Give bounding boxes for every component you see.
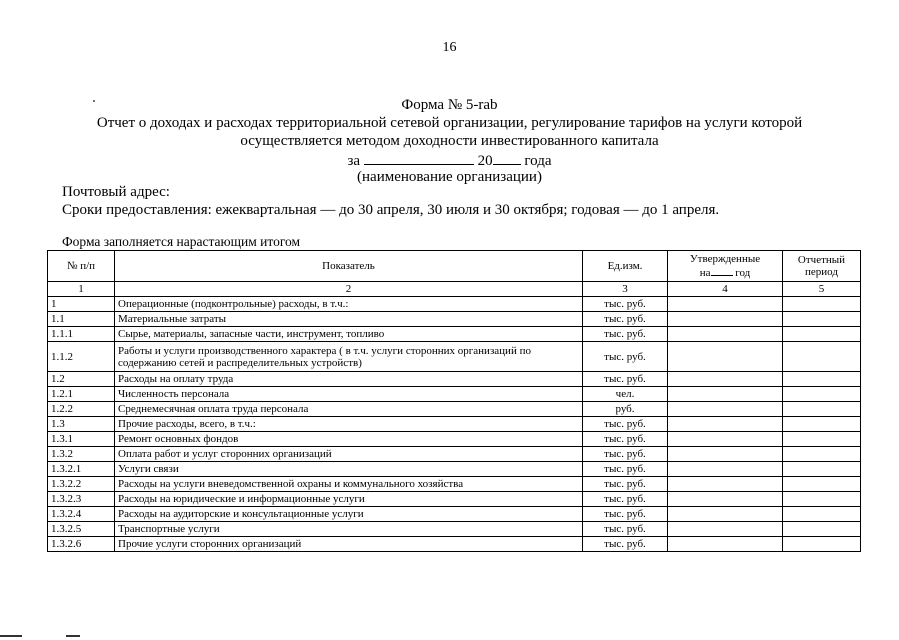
row-approved-value[interactable] (668, 297, 783, 312)
row-unit: тыс. руб. (583, 312, 668, 327)
row-reporting-value[interactable] (783, 342, 861, 372)
row-approved-value[interactable] (668, 312, 783, 327)
row-number: 1.3.2.4 (48, 507, 115, 522)
postal-address-label: Почтовый адрес: (62, 184, 170, 200)
row-reporting-value[interactable] (783, 402, 861, 417)
row-unit: тыс. руб. (583, 462, 668, 477)
row-indicator: Работы и услуги производственного характера ( в т.ч. услуги сторонних организаций по содержанию сетей и распределительных устройств) (115, 342, 583, 372)
row-number: 1.1.1 (48, 327, 115, 342)
scan-edge-mark (66, 635, 80, 637)
table-row (48, 477, 861, 492)
table-row (48, 387, 861, 402)
row-unit: тыс. руб. (583, 327, 668, 342)
row-indicator: Операционные (подконтрольные) расходы, в т.ч.: (115, 297, 583, 312)
row-unit: тыс. руб. (583, 297, 668, 312)
row-indicator: Оплата работ и услуг сторонних организаций (115, 447, 583, 462)
row-number: 1.3.2.6 (48, 537, 115, 552)
row-reporting-value[interactable] (783, 537, 861, 552)
row-indicator: Ремонт основных фондов (115, 432, 583, 447)
column-number: 1 (48, 282, 115, 297)
header-reporting-line1: Отчетный (797, 254, 846, 266)
table-row (48, 522, 861, 537)
table-row (48, 507, 861, 522)
header-reporting (783, 251, 861, 282)
row-unit: тыс. руб. (583, 507, 668, 522)
row-reporting-value[interactable] (783, 372, 861, 387)
period-year-blank (493, 150, 521, 165)
row-approved-value[interactable] (668, 507, 783, 522)
row-reporting-value[interactable] (783, 447, 861, 462)
row-unit: чел. (583, 387, 668, 402)
report-table (47, 250, 861, 552)
row-indicator: Расходы на аудиторские и консультационные услуги (115, 507, 583, 522)
row-reporting-value[interactable] (783, 432, 861, 447)
row-unit: тыс. руб. (583, 447, 668, 462)
row-approved-value[interactable] (668, 462, 783, 477)
row-indicator: Услуги связи (115, 462, 583, 477)
row-approved-value[interactable] (668, 492, 783, 507)
row-indicator: Материальные затраты (115, 312, 583, 327)
table-row (48, 327, 861, 342)
header-unit: Ед.изм. (583, 251, 668, 282)
row-indicator: Прочие услуги сторонних организаций (115, 537, 583, 552)
row-approved-value[interactable] (668, 522, 783, 537)
header-approved (668, 251, 783, 282)
row-approved-value[interactable] (668, 537, 783, 552)
row-approved-value[interactable] (668, 402, 783, 417)
row-number: 1.3.2.3 (48, 492, 115, 507)
row-reporting-value[interactable] (783, 312, 861, 327)
header-reporting-line2: период (805, 266, 838, 278)
org-name-caption: (наименование организации) (357, 169, 542, 185)
column-number: 4 (668, 282, 783, 297)
table-row (48, 417, 861, 432)
row-unit: тыс. руб. (583, 477, 668, 492)
row-reporting-value[interactable] (783, 477, 861, 492)
row-unit: руб. (583, 402, 668, 417)
table-row (48, 372, 861, 387)
header-approved-prefix: на (699, 267, 711, 279)
row-unit: тыс. руб. (583, 372, 668, 387)
row-reporting-value[interactable] (783, 507, 861, 522)
row-number: 1.2.1 (48, 387, 115, 402)
row-reporting-value[interactable] (783, 462, 861, 477)
header-approved-suffix: год (735, 267, 751, 279)
row-approved-value[interactable] (668, 432, 783, 447)
row-unit: тыс. руб. (583, 342, 668, 372)
table-row (48, 297, 861, 312)
row-number: 1.3.2.2 (48, 477, 115, 492)
table-row (48, 432, 861, 447)
column-number: 5 (783, 282, 861, 297)
row-approved-value[interactable] (668, 372, 783, 387)
header-indicator: Показатель (115, 251, 583, 282)
row-reporting-value[interactable] (783, 417, 861, 432)
table-row (48, 537, 861, 552)
row-approved-value[interactable] (668, 477, 783, 492)
row-indicator: Среднемесячная оплата труда персонала (115, 402, 583, 417)
row-indicator: Сырье, материалы, запасные части, инструмент, топливо (115, 327, 583, 342)
row-unit: тыс. руб. (583, 537, 668, 552)
row-approved-value[interactable] (668, 342, 783, 372)
period-prefix: за (347, 153, 361, 169)
row-approved-value[interactable] (668, 327, 783, 342)
header-approved-blank (711, 265, 733, 276)
column-number-row (48, 282, 861, 297)
submission-terms: Сроки предоставления: ежеквартальная — до 30 апреля, 30 июля и 30 октября; годовая — до 1 апреля. (62, 202, 720, 218)
page-number: 16 (442, 40, 457, 55)
row-approved-value[interactable] (668, 447, 783, 462)
row-number: 1 (48, 297, 115, 312)
report-title-line1: Отчет о доходах и расходах территориальной сетевой организации, регулирование тарифов на услуги которой (96, 115, 803, 131)
period-year-prefix: 20 (477, 153, 493, 169)
table-row (48, 447, 861, 462)
table-row (48, 312, 861, 327)
column-number: 2 (115, 282, 583, 297)
cumulative-note: Форма заполняется нарастающим итогом (62, 234, 301, 249)
scan-edge-mark (0, 635, 22, 637)
row-indicator: Расходы на оплату труда (115, 372, 583, 387)
row-reporting-value[interactable] (783, 297, 861, 312)
row-number: 1.2.2 (48, 402, 115, 417)
table-row (48, 402, 861, 417)
row-number: 1.3.2 (48, 447, 115, 462)
row-number: 1.1 (48, 312, 115, 327)
period-blank (364, 150, 474, 165)
row-number: 1.3.2.5 (48, 522, 115, 537)
row-indicator: Расходы на юридические и информационные услуги (115, 492, 583, 507)
row-indicator: Расходы на услуги вневедомственной охраны и коммунального хозяйства (115, 477, 583, 492)
row-number: 1.2 (48, 372, 115, 387)
row-indicator: Численность персонала (115, 387, 583, 402)
row-unit: тыс. руб. (583, 522, 668, 537)
table-row (48, 492, 861, 507)
row-number: 1.3.2.1 (48, 462, 115, 477)
row-reporting-value[interactable] (783, 492, 861, 507)
header-approved-line1: Утвержденные (689, 253, 761, 265)
row-reporting-value[interactable] (783, 327, 861, 342)
table-row (48, 462, 861, 477)
period-suffix: года (524, 153, 552, 169)
row-unit: тыс. руб. (583, 417, 668, 432)
row-unit: тыс. руб. (583, 492, 668, 507)
row-number: 1.3 (48, 417, 115, 432)
report-title-line2: осуществляется методом доходности инвестированного капитала (240, 133, 659, 149)
header-row (48, 251, 861, 282)
form-title: Форма № 5-rab (401, 97, 498, 113)
row-indicator: Прочие расходы, всего, в т.ч.: (115, 417, 583, 432)
header-approved-line2 (671, 265, 779, 279)
table-row (48, 342, 861, 372)
row-number: 1.1.2 (48, 342, 115, 372)
row-reporting-value[interactable] (783, 522, 861, 537)
column-number: 3 (583, 282, 668, 297)
row-reporting-value[interactable] (783, 387, 861, 402)
row-approved-value[interactable] (668, 387, 783, 402)
row-number: 1.3.1 (48, 432, 115, 447)
row-approved-value[interactable] (668, 417, 783, 432)
row-indicator: Транспортные услуги (115, 522, 583, 537)
header-num: № п/п (48, 251, 115, 282)
row-unit: тыс. руб. (583, 432, 668, 447)
